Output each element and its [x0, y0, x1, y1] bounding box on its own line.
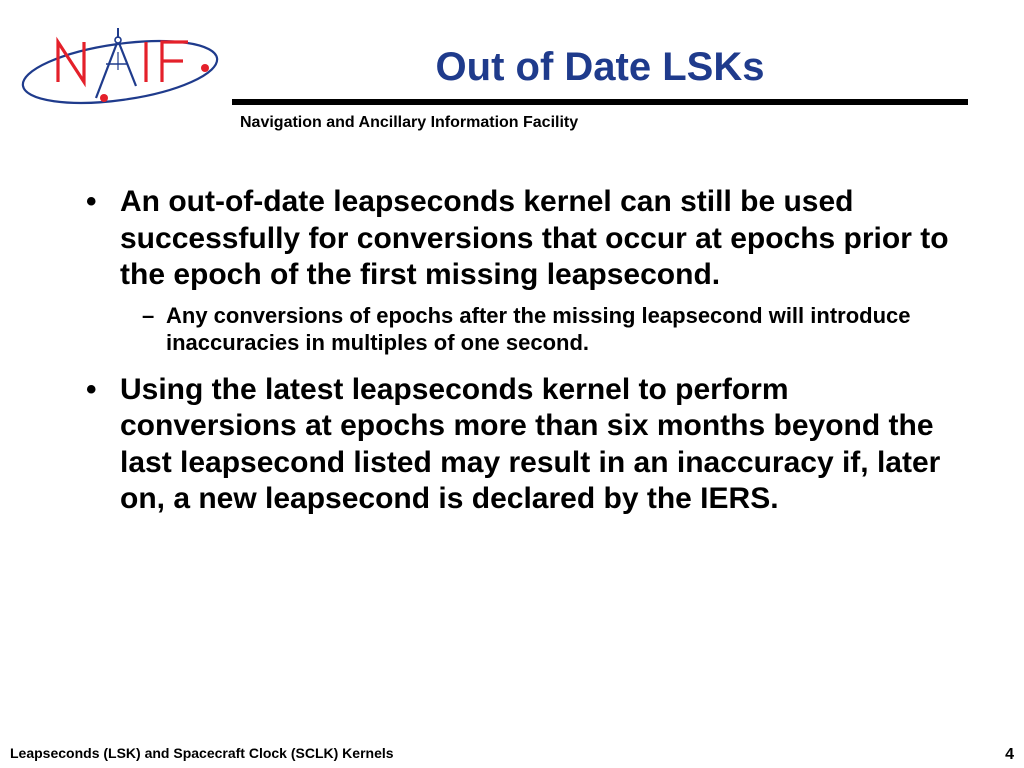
bullet-text: Using the latest leapseconds kernel to perform conversions at epochs more than six months beyond the last leapsecond listed may result in an inaccuracy if, later on, a new leapsecond is declared by the IERS.	[120, 372, 941, 515]
sub-bullet-item	[142, 302, 966, 357]
title-divider	[232, 99, 968, 105]
bullet-item	[86, 372, 966, 518]
naif-logo-icon	[12, 22, 234, 112]
footer-title: Leapseconds (LSK) and Spacecraft Clock (SCLK) Kernels	[10, 745, 394, 761]
bullet-mark: •	[86, 372, 97, 406]
slide-content	[86, 184, 966, 518]
bullet-item	[86, 184, 966, 294]
sub-bullet-text: Any conversions of epochs after the missing leapsecond will introduce inaccuracies in multiples of one second.	[166, 302, 911, 355]
bullet-text: An out-of-date leapseconds kernel can still be used successfully for conversions that occur at epochs prior to the epoch of the first missing leapsecond.	[120, 185, 949, 291]
page-number: 4	[1005, 746, 1014, 763]
organization-name: Navigation and Ancillary Information Facility	[240, 114, 579, 131]
slide-title: Out of Date LSKs	[435, 45, 765, 89]
sub-bullet-mark: –	[142, 302, 155, 328]
bullet-mark: •	[86, 185, 97, 218]
